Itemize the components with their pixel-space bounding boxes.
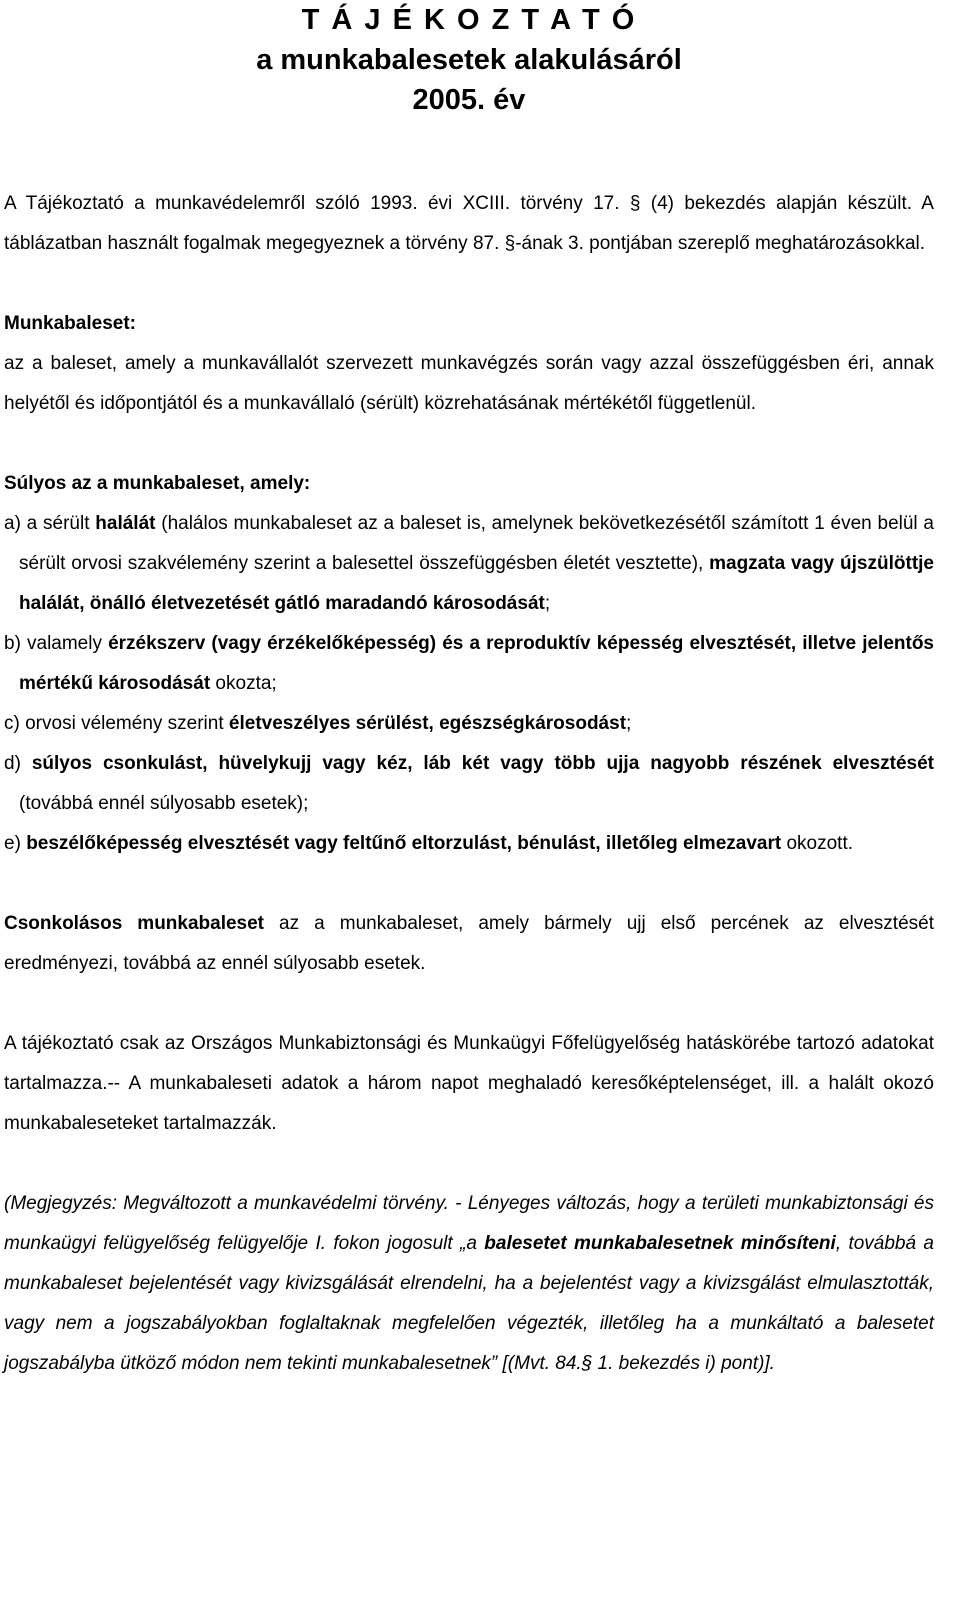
note-text-1: (Megjegyzés: Megváltozott a munkavédelmi törvény. - Lényeges változás, hogy a területi munkabiztonsági és munkaügyi felügyelőség felügyelője I. fokon jogosult „a xyxy=(4,1193,934,1254)
sulyos-heading: Súlyos az a munkabaleset, amely: xyxy=(4,473,311,494)
criterion-b-bold-1: érzékszerv (vagy érzékelőképesség) és a reproduktív képesség elvesztését, illetve jelentős mértékű károsodását xyxy=(19,633,934,694)
criterion-b-text-1: okozta; xyxy=(210,673,277,694)
criterion-c-bold-1: életveszélyes sérülést, egészségkárosodást xyxy=(228,713,627,734)
note-text-2: , továbbá a munkabaleset bejelentését vagy kivizsgálását elrendelni, ha a bejelentést vagy a kivizsgálást elmulasztották, vagy nem a jogszabályokban foglaltaknak megfelelően végezték, illetőleg ha a munkáltató a balesetet jogszabályba ütköző módon nem tekinti munkabalesetnek” [(Mvt. 84.§ 1. bekezdés i) pont)]. xyxy=(4,1233,934,1374)
criterion-e-bold-1: beszélőképesség elvesztését vagy feltűnő eltorzulást, bénulást, illetőleg elmezavart xyxy=(26,833,782,854)
criterion-a xyxy=(4,504,934,624)
csonkolasos-definition: az a munkabaleset, amely bármely ujj első percének az elvesztését eredményezi, továbbá az ennél súlyosabb esetek. xyxy=(4,913,934,974)
title-line-1: T Á J É K O Z T A T Ó xyxy=(301,4,637,36)
note-paragraph xyxy=(4,1184,934,1384)
criterion-c xyxy=(4,704,934,744)
criterion-d-prefix: d) xyxy=(4,753,32,774)
csonkolasos-paragraph xyxy=(4,904,934,984)
criterion-a-bold-1: halálát xyxy=(95,513,156,534)
intro-paragraph: A Tájékoztató a munkavédelemről szóló 1993. évi XCIII. törvény 17. § (4) bekezdés alapján készült. A táblázatban használt fogalmak megegyeznek a törvény 87. §-ának 3. pontjában szereplő meghatározásokkal. xyxy=(4,193,934,254)
scope-paragraph: A tájékoztató csak az Országos Munkabiztonsági és Munkaügyi Főfelügyelőség hatáskörébe tartozó adatokat tartalmazza.-- A munkabaleseti adatok a három napot meghaladó keresőképtelenséget, ill. a halált okozó munkabaleseteket tartalmazzák. xyxy=(4,1033,934,1134)
document-title xyxy=(4,0,934,120)
munkabaleset-definition: az a baleset, amely a munkavállalót szervezett munkavégzés során vagy azzal összefüggésben éri, annak helyétől és időpontjától és a munkavállaló (sérült) közrehatásának mértékétől függetlenül. xyxy=(4,353,934,414)
munkabaleset-heading: Munkabaleset: xyxy=(4,313,136,334)
csonkolasos-term: Csonkolásos munkabaleset xyxy=(4,913,265,934)
criterion-b-prefix: b) valamely xyxy=(4,633,109,654)
criterion-a-text-1: (halálos munkabaleset az a baleset is, amelynek bekövetkezésétől számított 1 éven belül a sérült orvosi szakvélemény szerint a balesettel összefüggésben életét vesztette), xyxy=(19,513,934,574)
sulyos-criteria-list xyxy=(4,504,934,864)
criterion-c-text-1: ; xyxy=(626,713,632,734)
criterion-a-bold-2: magzata vagy újszülöttje halálát, önálló életvezetését gátló maradandó károsodását xyxy=(19,553,934,614)
note-bold-1: balesetet munkabalesetnek minősíteni xyxy=(484,1233,836,1254)
criterion-b xyxy=(4,624,934,704)
criterion-d xyxy=(4,744,934,824)
criterion-c-prefix: c) orvosi vélemény szerint xyxy=(4,713,229,734)
criterion-e xyxy=(4,824,934,864)
criterion-d-bold-1: súlyos csonkulást, hüvelykujj vagy kéz, láb két vagy több ujja nagyobb részének elvesztését xyxy=(31,753,934,774)
criterion-e-prefix: e) xyxy=(4,833,27,854)
criterion-d-text-1: (továbbá ennél súlyosabb esetek); xyxy=(19,793,309,814)
title-line-3: 2005. év xyxy=(412,84,526,116)
title-line-2: a munkabalesetek alakulásáról xyxy=(256,44,682,76)
criterion-a-text-2: ; xyxy=(544,593,551,614)
criterion-e-text-1: okozott. xyxy=(781,833,854,854)
criterion-a-prefix: a) a sérült xyxy=(4,513,96,534)
